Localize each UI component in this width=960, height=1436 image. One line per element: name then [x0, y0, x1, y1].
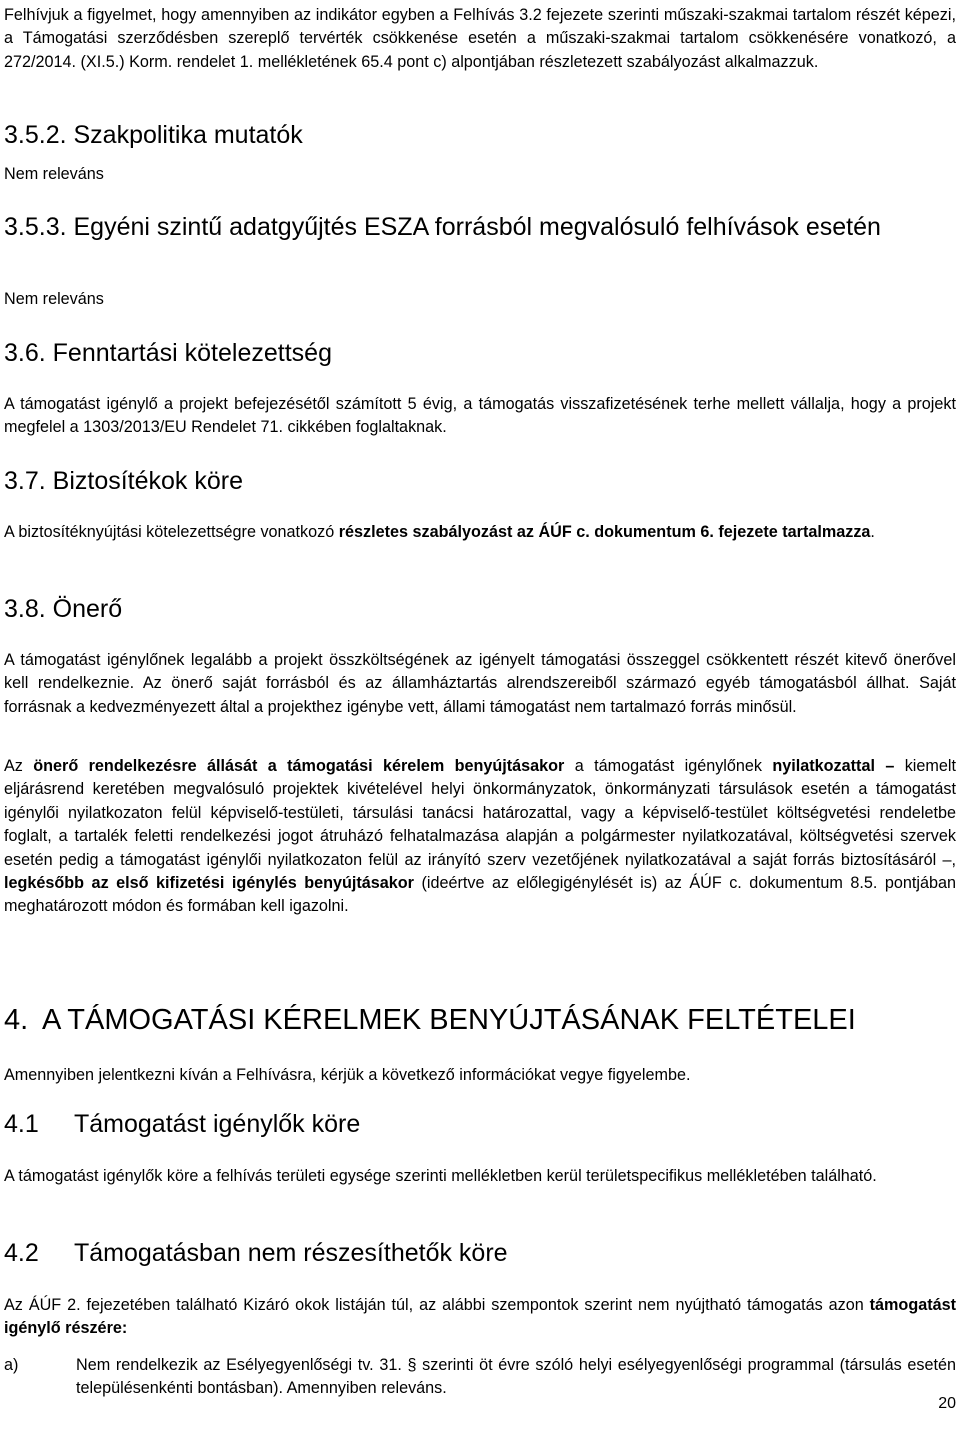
heading-3-5-3: 3.5.3. Egyéni szintű adatgyűjtés ESZA forrásból megvalósuló felhívások esetén — [4, 213, 881, 241]
heading-4-1 — [4, 1109, 956, 1140]
text-3-5-3: Nem releváns — [4, 290, 104, 308]
text-3-8-p1: A támogatást igénylőnek legalább a projekt összköltségének az igényelt támogatási összeggel csökkentett részét kitevő önerővel kell rendelkeznie. Az önerő saját forrásból és az államháztartás alrendszereiből származó egyéb támogatásból állhat. Saját forrásnak a kedvezményezett által a projekthez igénybe vett, állami támogatást nem tartalmazó forrás minősül. — [4, 651, 956, 716]
text-4-2 — [4, 1294, 956, 1341]
heading-4-2-title: Támogatásban nem részesíthetők köre — [74, 1239, 508, 1267]
p2-part-a: Az — [4, 757, 34, 775]
heading-3-6: 3.6. Fenntartási kötelezettség — [4, 339, 332, 367]
heading-3-7: 3.7. Biztosítékok köre — [4, 467, 244, 495]
p2-bold-1: önerő rendelkezésre állását a támogatási kérelem benyújtásakor — [33, 757, 565, 775]
heading-4-1-number: 4.1 — [4, 1110, 39, 1138]
heading-4-2 — [4, 1238, 956, 1269]
list-item — [4, 1354, 956, 1401]
p2-part-e: kiemelt eljárásrend keretében megvalósuló projektek kivételével helyi önkormányzatok, önkormányzati társulások esetén a támogatást igénylői nyilatkozaton felül képviselő-testületi, társulási tanácsi határozattal, vagy a képviselő-testület költségvetési rendeletbe foglalt, a tartalék feletti rendelkezési jogot átruházó felhatalmazása alapján a polgármester nyilatkozatával, költségvetési szervek esetén pedig a támogatást igénylői nyilatkozaton felül az irányító szerv vezetőjének nyilatkozatával a saját forrás biztosításáról –, — [4, 757, 956, 869]
list-item-label: a) — [4, 1356, 19, 1374]
p2-part-c: a támogatást igénylőnek — [564, 757, 773, 775]
text-4: Amennyiben jelentkezni kíván a Felhívásra, kérjük a következő információkat vegye figyelembe. — [4, 1066, 691, 1084]
heading-3-8: 3.8. Önerő — [4, 595, 123, 623]
text-3-8-p2 — [4, 755, 956, 919]
p2-bold-3: legkésőbb az első kifizetési igénylés benyújtásakor — [4, 874, 414, 893]
text-3-5-2: Nem releváns — [4, 165, 104, 183]
heading-4 — [4, 1002, 956, 1038]
heading-4-title: A TÁMOGATÁSI KÉRELMEK BENYÚJTÁSÁNAK FELTÉTELEI — [42, 1004, 856, 1036]
p2-bold-2: nyilatkozattal – — [772, 757, 895, 775]
text-3-7-part-a: A biztosítéknyújtási kötelezettségre vonatkozó — [4, 523, 339, 541]
text-4-2-bold: támogatást igénylő részére: — [4, 1296, 956, 1338]
text-3-6: A támogatást igénylő a projekt befejezésétől számított 5 évig, a támogatás visszafizetésének terhe mellett vállalja, hogy a projekt megfelel a 1303/2013/EU Rendelet 71. cikkében foglaltaknak. — [4, 395, 956, 437]
text-4-2-part-a: Az ÁÚF 2. fejezetében található Kizáró okok listáján túl, az alábbi szempontok szerint nem nyújtható támogatás azon — [4, 1296, 870, 1314]
page-number: 20 — [938, 1395, 956, 1412]
heading-3-5-2: 3.5.2. Szakpolitika mutatók — [4, 121, 303, 149]
heading-4-1-title: Támogatást igénylők köre — [74, 1110, 361, 1138]
text-3-7-bold: részletes szabályozást az ÁÚF c. dokumentum 6. fejezete tartalmazza — [338, 523, 871, 541]
text-3-7 — [4, 521, 956, 544]
list-item-text: Nem rendelkezik az Esélyegyenlőségi tv. 31. § szerinti öt évre szóló helyi esélyegyenlőségi programmal (társulás esetén településenkénti bontásban). Amennyiben releváns. — [76, 1356, 956, 1398]
text-4-1: A támogatást igénylők köre a felhívás területi egysége szerinti mellékletben kerül területspecifikus mellékletében található. — [4, 1167, 877, 1185]
heading-4-2-number: 4.2 — [4, 1239, 39, 1267]
p2-part-g: (ideértve az előlegigénylését is) az ÁÚF c. dokumentum 8.5. pontjában meghatározott módon és formában kell igazolni. — [4, 874, 957, 916]
intro-paragraph: Felhívjuk a figyelmet, hogy amennyiben az indikátor egyben a Felhívás 3.2 fejezete szerinti műszaki-szakmai tartalom részét képezi, a Támogatási szerződésben szereplő tervérték csökkenése esetén a műszaki-szakmai tartalom csökkenésére vonatkozó, a 272/2014. (XI.5.) Korm. rendelet 1. mellékletének 65.4 pont c) alpontjában részletezett szabályozást alkalmazzuk. — [4, 6, 956, 71]
heading-4-number: 4. — [4, 1004, 29, 1036]
text-3-7-part-c: . — [870, 523, 875, 541]
